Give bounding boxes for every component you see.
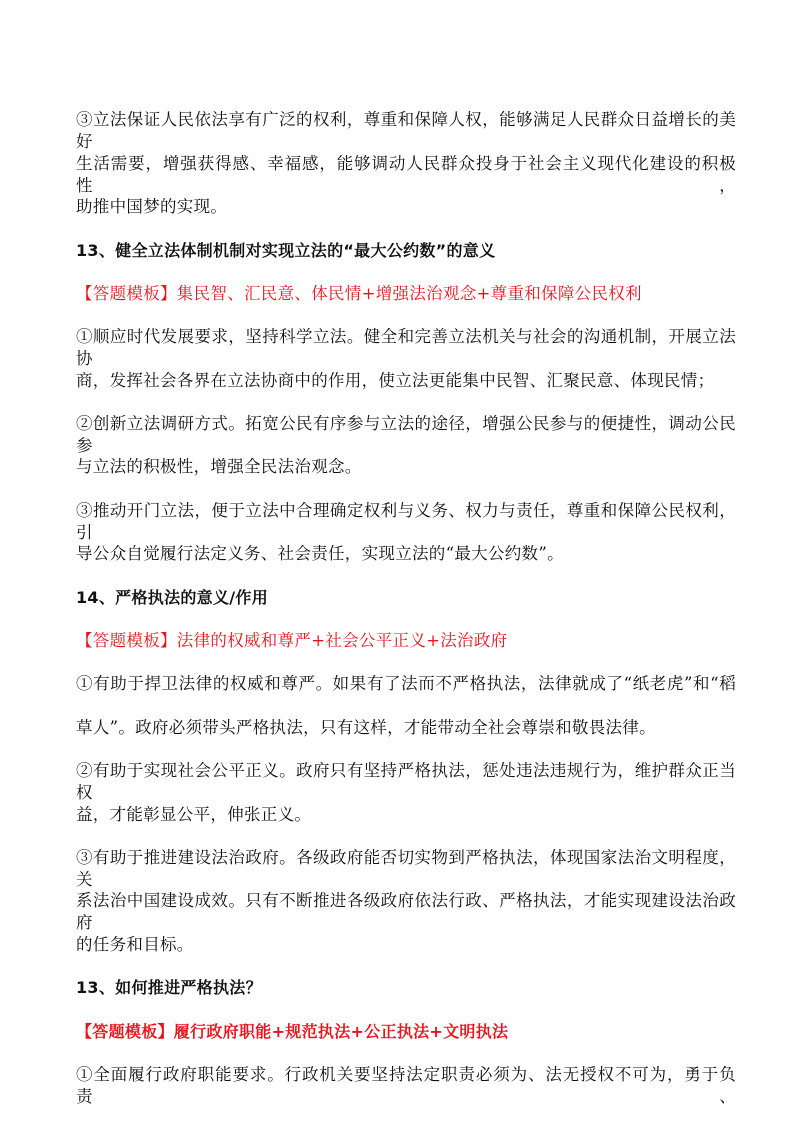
paragraph-line: ①有助于捍卫法律的权威和尊严。如果有了法而不严格执法，法律就成了“纸老虎”和“稻 (76, 674, 736, 693)
section-heading-13b: 13、如何推进严格执法？ (76, 978, 262, 997)
paragraph-line: 导公众自觉履行法定义务、社会责任，实现立法的“最大公约数”。 (76, 544, 564, 563)
paragraph-line: 生活需要，增强获得感、幸福感，能够调动人民群众投身于社会主义现代化建设的积极性， (76, 154, 736, 195)
paragraph-line: ①顺应时代发展要求，坚持科学立法。健全和完善立法机关与社会的沟通机制，开展立法协 (76, 327, 736, 368)
paragraph-line: 草人”。政府必须带头严格执法，只有这样，才能带动全社会尊崇和敬畏法律。 (76, 718, 656, 737)
paragraph-line: 的任务和目标。 (76, 935, 194, 954)
paragraph-line: ③有助于推进建设法治政府。各级政府能否切实物到严格执法，体现国家法治文明程度，关 (76, 848, 736, 889)
answer-template-13a: 【答题模板】集民智、汇民意、体民情+增强法治观念+尊重和保障公民权利 (76, 284, 642, 303)
paragraph-line: ①全面履行政府职能要求。行政机关要坚持法定职责必须为、法无授权不可为，勇于负责、 (76, 1065, 736, 1106)
paragraph-line: ③推动开门立法，便于立法中合理确定权利与义务、权力与责任，尊重和保障公民权利，引 (76, 501, 736, 542)
section-heading-13a: 13、健全立法体制机制对实现立法的“最大公约数”的意义 (76, 241, 496, 260)
paragraph-line: ②创新立法调研方式。拓宽公民有序参与立法的途径，增强公民参与的便捷性，调动公民参 (76, 414, 736, 455)
section-heading-14: 14、严格执法的意义/作用 (76, 588, 269, 607)
paragraph-line: 系法治中国建设成效。只有不断推进各级政府依法行政、严格执法，才能实现建设法治政府 (76, 891, 736, 932)
paragraph-line: ②有助于实现社会公平正义。政府只有坚持严格执法，惩处违法违规行为，维护群众正当权 (76, 761, 736, 802)
paragraph-line: 益，才能彰显公平，伸张正义。 (76, 805, 312, 824)
paragraph-line: 与立法的积极性，增强全民法治观念。 (76, 457, 362, 476)
paragraph-line: 商，发挥社会各界在立法协商中的作用，使立法更能集中民智、汇聚民意、体现民情； (76, 371, 715, 390)
answer-template-13b: 【答题模板】履行政府职能+规范执法+公正执法+文明执法 (76, 1022, 509, 1041)
paragraph-line: 助推中国梦的实现。 (76, 197, 228, 216)
paragraph-line: ③立法保证人民依法享有广泛的权利，尊重和保障人权，能够满足人民群众日益增长的美好 (76, 110, 736, 151)
answer-template-14: 【答题模板】法律的权威和尊严+社会公平正义+法治政府 (76, 631, 508, 650)
